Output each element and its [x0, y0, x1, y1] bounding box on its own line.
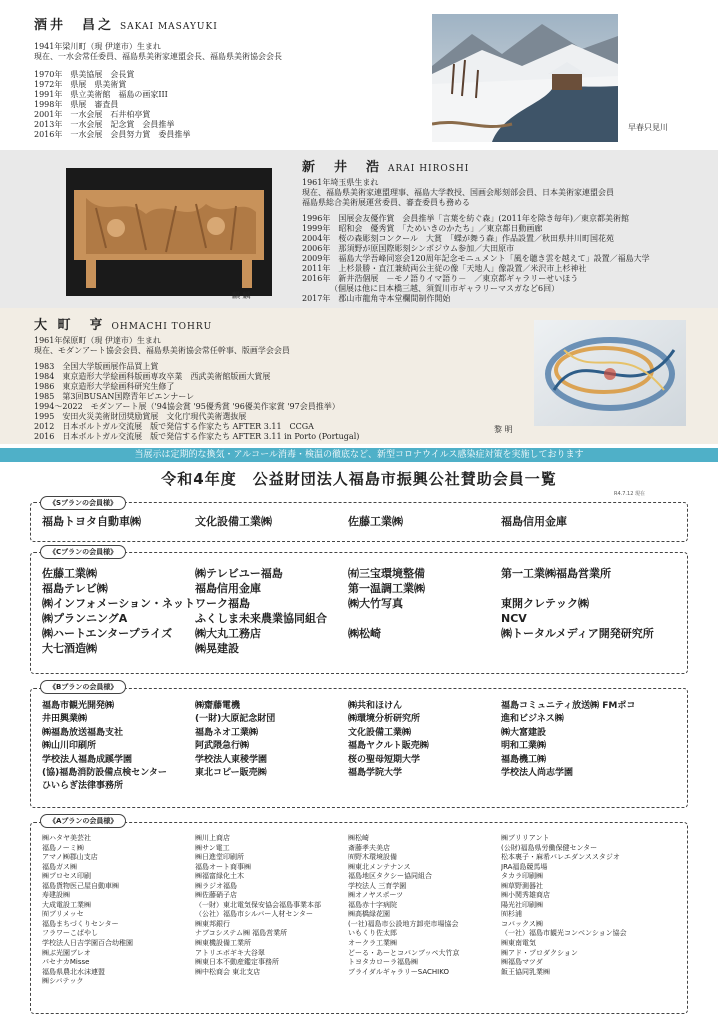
- artist-bio: [34, 336, 290, 356]
- member-name: ㈱プランニングA: [42, 612, 128, 625]
- member-name: ㈱山川印刷所: [42, 741, 97, 752]
- member-name: 東開クレテック㈱: [501, 597, 589, 610]
- artist-name: [34, 14, 218, 33]
- history-line: 2012 日本ボルトガル交流展 版で発信する作家たち AFTER 3.11 CCGA: [34, 422, 314, 431]
- member-name: 学校法人 三育学園: [348, 881, 407, 890]
- history-line: 1970年 県美協展 会長賞: [34, 70, 135, 79]
- member-name: ㈱ぶ光園ブレオ: [42, 948, 91, 957]
- artist-bio: [302, 178, 614, 208]
- history-line: 2004年 桜の森彫刻コンクール 大賞 「蝶が舞う森」作品設置／秋田県井川町国花苑: [302, 234, 615, 243]
- history-line: 1986 東京造形大学絵画科研究生修了: [34, 382, 175, 391]
- history-line: 1999年 昭和会 優秀賞 「ためいきのかたち」／東京都日動画廊: [302, 224, 543, 233]
- member-name: タカラ印刷㈱: [501, 872, 543, 881]
- artist-bio: [34, 42, 282, 62]
- member-name: 福島学院大学: [348, 768, 403, 779]
- member-name: 陽光社印刷㈱: [501, 900, 543, 909]
- artist-ohmachi-section: [0, 308, 718, 444]
- artist-name-jp: 新 井 浩: [302, 160, 383, 175]
- covid-notice-banner: 当展示は定期的な換気・アルコール消毒・検温の徹底など、新型コロナウイルス感染症対策を実施しております: [0, 448, 718, 462]
- member-name: 文化設備工業㈱: [348, 727, 412, 738]
- history-line: （個展は他に日本橋三越、須賀川市ギャラリーマスガなど6回）: [302, 284, 560, 293]
- member-name: 福島ヤクルト販売㈱: [348, 741, 429, 752]
- artwork-carved-panel-image: [66, 168, 272, 296]
- member-name: 福島まちづくりセンター: [42, 919, 119, 928]
- member-name: 福島ネオ工業㈱: [195, 727, 259, 738]
- artist-name-jp: 酒井 昌之: [34, 18, 115, 33]
- member-name: 福島赤十字病院: [348, 900, 397, 909]
- member-name: 文化設備工業㈱: [195, 515, 272, 528]
- member-name: [501, 977, 661, 987]
- member-name: 桜の聖母短期大学: [348, 754, 421, 765]
- member-name: オークラ工業㈱: [348, 939, 397, 948]
- member-name: 進和ビジネス㈱: [501, 714, 564, 725]
- plan-b-label: 《Bプランの会員様》: [40, 680, 126, 694]
- artist-name-roman: OHMACHI TOHRU: [111, 322, 213, 332]
- member-name: ㈱東日本不動産鑑定事務所: [195, 958, 279, 967]
- bio-line: 現在、福島県美術家連盟理事、福島大学教授、国画会彫刻部会員、日本美術家連盟会員: [302, 188, 614, 197]
- member-name: 学校法人東稜学園: [195, 754, 268, 765]
- history-line: 1994～2022 モダンアート展（'94協会賞 '95優秀賞 '96優美作家賞 '97会員推挙）: [34, 402, 340, 411]
- member-name: ㈱オノヤスポーツ: [348, 891, 404, 900]
- member-name: ㈱日進堂印刷所: [195, 853, 244, 862]
- member-name: ㈲ブリメッセ: [42, 910, 84, 919]
- member-name: 佐藤工業㈱: [348, 515, 403, 528]
- member-name: ㈱環境分析研究所: [348, 714, 421, 725]
- artist-name: [34, 314, 212, 333]
- member-name: [195, 780, 348, 793]
- artist-name-roman: ARAI HIROSHI: [388, 164, 470, 174]
- artwork-abstract-print-image: [534, 320, 686, 426]
- bio-line: 福島県総合美術展運営委員、審査委員も務める: [302, 198, 470, 207]
- member-name: (公財)福島県労働保健センター: [501, 843, 598, 852]
- member-name: ㈱東邦銀行: [195, 919, 230, 928]
- history-line: 1998年 県展 審査員: [34, 100, 119, 109]
- member-name: ㈱アド・プロダクション: [501, 948, 578, 957]
- member-name: 学校法人尚志学園: [501, 768, 574, 779]
- history-line: 2001年 一水会展 石井柏亭賞: [34, 110, 151, 119]
- date-note: R4.7.12 現在: [614, 491, 645, 497]
- member-name: ひいらぎ法律事務所: [42, 781, 124, 792]
- member-name: ナブコシステム㈱ 福島営業所: [195, 929, 288, 938]
- artist-history: [34, 70, 190, 140]
- plan-a-label: 《Aプランの会員様》: [40, 814, 126, 828]
- member-name: 飯王協同乳業㈱: [501, 967, 550, 976]
- member-name: [501, 641, 661, 656]
- bio-line: 1941年梁川町（現 伊達市）生まれ: [34, 42, 161, 51]
- member-name: （一社）福島市観光コンベンション協会: [501, 929, 627, 938]
- bio-line: 1961年保原町（現 伊達市）生まれ: [34, 336, 161, 345]
- history-line: 1996年 国展会友優作賞 会員推挙「言葉を紡ぐ森」(2011年を除き毎年)／東京都美術館: [302, 214, 629, 223]
- artist-name-roman: SAKAI MASAYUKI: [120, 22, 218, 32]
- plan-c-members: [42, 566, 672, 656]
- member-name: ㈲野木環境設備: [348, 853, 397, 862]
- member-name: ㈱晃建設: [195, 642, 239, 655]
- artwork-snow-river-image: [432, 14, 618, 142]
- member-name: ㈱テレビユー福島: [195, 567, 283, 580]
- member-name: [501, 581, 661, 596]
- artist-arai-section: [0, 150, 718, 308]
- history-line: 2011年 上杉景勝・直江兼続両公主従の像「天地人」像設置／米沢市上杉神社: [302, 264, 587, 273]
- history-line: 2013年 一水会展 記念賞 会員推挙: [34, 120, 175, 129]
- artist-name-jp: 大 町 亨: [34, 318, 106, 333]
- bio-line: 現在、モダンアート協会会員、福島県美術協会常任幹事、版画学会会員: [34, 346, 290, 355]
- history-line: 2017年 郡山市龍角寺本堂欄間制作開始: [302, 294, 451, 303]
- plan-a-members: [42, 834, 672, 987]
- artist-sakai-section: [0, 0, 718, 150]
- member-name: ㈱大丸工務店: [195, 627, 261, 640]
- member-name: ㈱サン電工: [195, 843, 230, 852]
- member-name: ㈱トータルメディア開発研究所: [501, 627, 654, 640]
- member-name: ふくしま未来農業協同組合: [195, 612, 327, 625]
- member-name: ㈱大竹写真: [348, 597, 403, 610]
- history-line: 2006年 那須野が原国際彫刻シンポジウム参加／大田原市: [302, 244, 515, 253]
- member-name: 東北コピー販売㈱: [195, 768, 267, 779]
- member-name: [348, 641, 501, 656]
- member-name: ㈱中松商会 東北支店: [195, 967, 261, 976]
- member-name: 第一温調工業㈱: [348, 582, 425, 595]
- member-name: ㈱高橋緑花園: [348, 910, 390, 919]
- member-name: アマノ㈱郡山支店: [42, 853, 98, 862]
- member-name: ㈱草野測器社: [501, 881, 543, 890]
- member-name: 大七酒造㈱: [42, 642, 97, 655]
- member-name: ㈱松崎: [348, 627, 381, 640]
- member-name: 福島トヨタ自動車㈱: [42, 515, 141, 528]
- member-name: 福島機工㈱: [501, 754, 547, 765]
- member-name: ㈱東機設備工業所: [195, 939, 251, 948]
- member-name: (一社)福島市公設地方卸売市場協会: [348, 919, 459, 928]
- member-name: [348, 611, 501, 626]
- member-name: 明和工業㈱: [501, 741, 547, 752]
- member-name: ㈱東南電気: [501, 939, 536, 948]
- member-name: ㈱齋藤電機: [195, 701, 241, 711]
- member-name: フラワーこばやし: [42, 929, 98, 938]
- member-name: 福島コミュニティ放送㈱ FMポコ: [501, 701, 636, 711]
- member-name: ㈱福富緑化土木: [195, 872, 244, 881]
- member-name: ㈱東北メンテナンス: [348, 862, 411, 871]
- member-name: 福島ガス㈱: [42, 862, 77, 871]
- member-name: 福島ノーミ㈱: [42, 843, 84, 852]
- plan-c-label: 《Cプランの会員様》: [40, 545, 126, 559]
- member-name: トヨタカローラ福島㈱: [348, 958, 418, 967]
- plan-s-members: [42, 514, 672, 529]
- member-name: [195, 977, 348, 987]
- history-line: 2009年 福島大学吾峰同窓会120周年記念モニュメント「風を聴き雲を越えて」設置／福島大学: [302, 254, 650, 263]
- member-name: 福島貨物医己屋自動車㈱: [42, 881, 119, 890]
- member-name: 第一工業㈱福島営業所: [501, 567, 611, 580]
- artist-name: [302, 156, 469, 175]
- member-name: 福島市観光開発㈱: [42, 701, 115, 711]
- member-name: (一財)大原記念財団: [195, 714, 276, 725]
- history-line: 2016年 一水会展 会員努力賞 委員推挙: [34, 130, 191, 139]
- member-name: どーる・あーとコバンブッペ大竹京: [348, 948, 460, 957]
- member-name: ㈱ハタヤ美芸社: [42, 834, 91, 842]
- plan-b-members: [42, 700, 672, 794]
- member-name: [501, 780, 661, 793]
- history-line: 2016年 新井浩個展 －モノ語りイマ語り－ ／東京都ギャラリーせいほう: [302, 274, 579, 283]
- member-name: ㈲三宝環境整備: [348, 567, 425, 580]
- history-line: 1983 全国大学版画展作品買上賞: [34, 362, 159, 371]
- member-name: ㈱インフォメーション・ネットワーク福島: [42, 597, 251, 610]
- member-name: ㈲杉浦: [501, 910, 522, 919]
- member-name: 福島県農北水沫連盟: [42, 967, 105, 976]
- artwork-title: 早春只見川: [628, 123, 668, 132]
- member-name: 学校法人日吉学園百合幼稚園: [42, 939, 133, 948]
- member-name: 斎藤孝夫美店: [348, 843, 390, 852]
- member-name: 福島信用金庫: [195, 582, 261, 595]
- member-name: ㈱ブリリアント: [501, 834, 550, 842]
- member-name: ブライダルギャラリーSACHIKO: [348, 967, 449, 976]
- member-name: （一財）東北電気保安協会福島事業本部: [195, 900, 321, 909]
- member-name: ㈱福島放送福島支社: [42, 727, 124, 738]
- member-name: ㈱大富建設: [501, 727, 547, 738]
- history-line: 2016 日本ボルトガル交流展 版で発信する作家たち AFTER 3.11 in Porto (Portugal): [34, 432, 360, 441]
- member-name: ㈱川上商店: [195, 834, 230, 842]
- artist-history: [34, 362, 359, 442]
- artist-history: [302, 214, 650, 304]
- member-name: 松本裏子・麻希バレエダンススタジオ: [501, 853, 620, 862]
- member-name: ㈱ハートエンタープライズ: [42, 627, 173, 640]
- history-line: 1991年 県立美術館 福島の画家III: [34, 90, 168, 99]
- member-name: ㈱ラジオ福島: [195, 881, 237, 890]
- member-name: NCV: [501, 612, 527, 625]
- member-name: 福島テレビ㈱: [42, 582, 108, 595]
- member-name: ㈱プロセス印刷: [42, 872, 91, 881]
- member-name: 井田興業㈱: [42, 714, 88, 725]
- member-name: 福島オート商事㈱: [195, 862, 251, 871]
- history-line: 1972年 県展 県美術賞: [34, 80, 127, 89]
- member-name: コバックス㈱: [501, 919, 543, 928]
- members-list-title: 令和4年度 公益財団法人福島市振興公社賛助会員一覧: [161, 470, 557, 488]
- member-name: ㈱共和ほけん: [348, 701, 403, 711]
- member-name: 学校法人福島成蹊学園: [42, 754, 133, 765]
- history-line: 1995 安田火災美術財団奨励賞展 文化庁現代美術選抜展: [34, 412, 247, 421]
- member-name: (協)福島消防設備点検センター: [42, 768, 167, 779]
- member-name: 佐藤工業㈱: [42, 567, 97, 580]
- bio-line: 現在、一水会常任委員、福島県美術家連盟会長、福島県美術協会会長: [34, 52, 282, 61]
- member-name: （公社）福島市シルバー人材センター: [195, 910, 314, 919]
- artwork-title: 麒 麟: [232, 291, 251, 300]
- bio-line: 1961年埼玉県生まれ: [302, 178, 379, 187]
- member-name: 寿建設㈱: [42, 891, 70, 900]
- member-name: 大成電設工業㈱: [42, 900, 91, 909]
- member-name: ㈱シバテック: [42, 977, 84, 986]
- member-name: 福島地区タクシー協同組合: [348, 872, 432, 881]
- member-name: アトリエボギキ大谷翠: [195, 948, 265, 957]
- member-name: ㈱佐藤硝子店: [195, 891, 237, 900]
- member-name: いもくり佐太郎: [348, 929, 397, 938]
- member-name: ㈱福島マツダ: [501, 958, 543, 967]
- member-name: [348, 977, 501, 987]
- history-line: 1985 第3回BUSAN国際青年ビエンナーレ: [34, 392, 195, 401]
- artwork-title: 黎 明: [494, 425, 513, 434]
- member-name: パセナカMisse: [42, 958, 90, 967]
- member-name: JRA福島競馬場: [501, 862, 548, 871]
- member-name: ㈱松崎: [348, 834, 369, 842]
- member-name: ㈱小関秀雄商店: [501, 891, 550, 900]
- history-line: 1984 東京造形大学絵画科版画専攻卒業 西武美術館版画大賞展: [34, 372, 271, 381]
- plan-s-label: 《Sプランの会員様》: [40, 496, 126, 510]
- member-name: [348, 780, 501, 793]
- member-name: 福島信用金庫: [501, 515, 567, 528]
- member-name: 阿武隈急行㈱: [195, 741, 250, 752]
